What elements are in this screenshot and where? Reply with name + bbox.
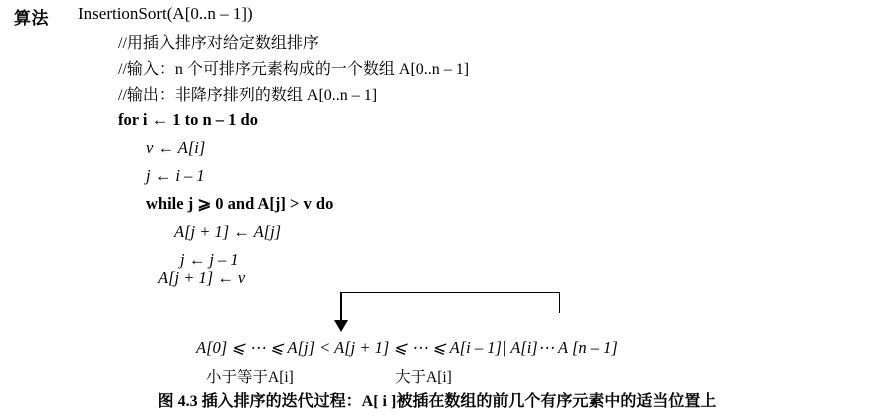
figure-formula: A[0] ⩽ ⋯ ⩽ A[j] < A[j + 1] ⩽ ⋯ ⩽ A[i – 1]| A[i]⋯ A [n – 1]: [196, 338, 618, 357]
arrow-head-icon: [334, 320, 348, 332]
algorithm-code-0: for i ← 1 to n – 1 do: [118, 110, 258, 129]
algorithm-comment-2: //输出：非降序排列的数组 A[0..n – 1]: [118, 87, 378, 104]
algorithm-code-3: while j ⩾ 0 and A[j] > v do: [146, 194, 334, 213]
algorithm-comment-1: //输入：n 个可排序元素构成的一个数组 A[0..n – 1]: [118, 61, 470, 78]
figure-illustration: [0, 278, 874, 386]
algorithm-signature: InsertionSort(A[0..n – 1]): [78, 4, 253, 23]
bracket-shape: [340, 292, 560, 313]
algorithm-code-2: j ← i – 1: [146, 166, 205, 185]
algorithm-keyword: 算法: [14, 9, 49, 28]
figure-label-left: 小于等于A[i]: [206, 369, 294, 386]
figure-caption: 图 4.3 插入排序的迭代过程：A[ i ]被插在数组的前几个有序元素中的适当位置上: [157, 393, 717, 410]
arrow-stem: [340, 292, 342, 322]
algorithm-code-1: v ← A[i]: [146, 138, 206, 157]
algorithm-code-6: A[j + 1] ← v: [158, 268, 246, 287]
algorithm-comment-0: //用插入排序对给定数组排序: [118, 35, 319, 52]
algorithm-code-4: A[j + 1] ← A[j]: [174, 222, 282, 241]
figure-label-right: 大于A[i]: [395, 369, 452, 386]
algorithm-code-5: j ← j – 1: [180, 250, 239, 269]
